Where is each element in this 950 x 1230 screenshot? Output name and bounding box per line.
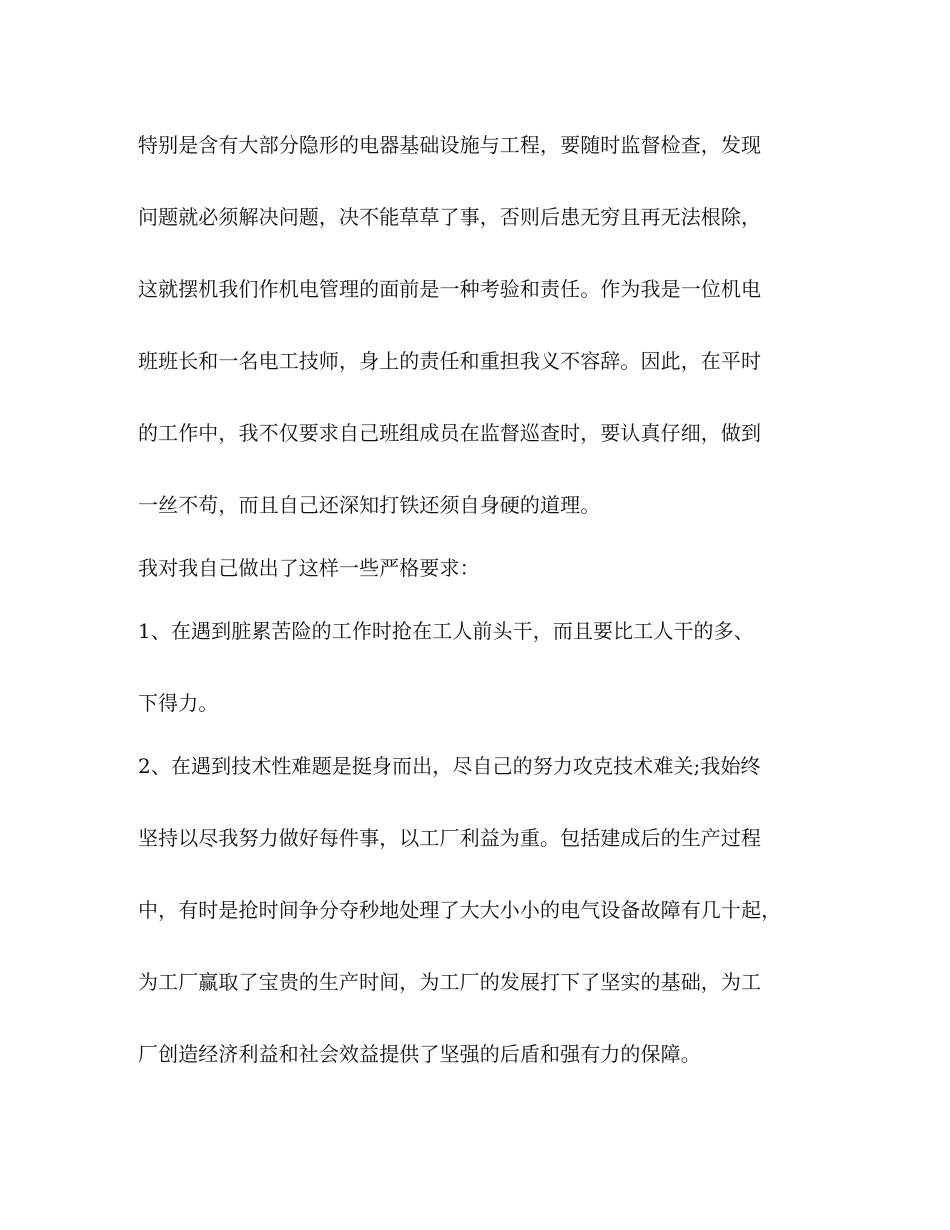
text-line: 我对我自己做出了这样一些严格要求：: [138, 556, 480, 580]
list-item-1-line: 下得力。: [138, 691, 219, 715]
text-line: 问题就必须解决问题，决不能草草了事，否则后患无穷且再无法根除，: [138, 205, 762, 229]
text-line: 特别是含有大部分隐形的电器基础设施与工程，要随时监督检查，发现: [138, 133, 762, 157]
text-line: 的工作中，我不仅要求自己班组成员在监督巡查时，要认真仔细，做到: [138, 421, 762, 445]
list-item-2-line: 中，有时是抢时间争分夺秒地处理了大大小小的电气设备故障有几十起，: [138, 898, 782, 922]
text-line: 班班长和一名电工技师，身上的责任和重担我义不容辞。因此，在平时: [138, 349, 762, 373]
list-item-2-line: 厂创造经济利益和社会效益提供了坚强的后盾和强有力的保障。: [138, 1042, 701, 1066]
list-item-2-line: 为工厂赢取了宝贵的生产时间，为工厂的发展打下了坚实的基础，为工: [138, 970, 762, 994]
list-item-1-line: 1、在遇到脏累苦险的工作时抢在工人前头干，而且要比工人干的多、: [138, 619, 754, 643]
text-line: 一丝不苟，而且自己还深知打铁还须自身硬的道理。: [138, 493, 601, 517]
list-item-2-line: 坚持以尽我努力做好每件事，以工厂利益为重。包括建成后的生产过程: [138, 826, 762, 850]
list-item-2-line: 2、在遇到技术性难题是挺身而出，尽自己的努力攻克技术难关;我始终: [138, 754, 761, 778]
text-line: 这就摆机我们作机电管理的面前是一种考验和责任。作为我是一位机电: [138, 277, 762, 301]
